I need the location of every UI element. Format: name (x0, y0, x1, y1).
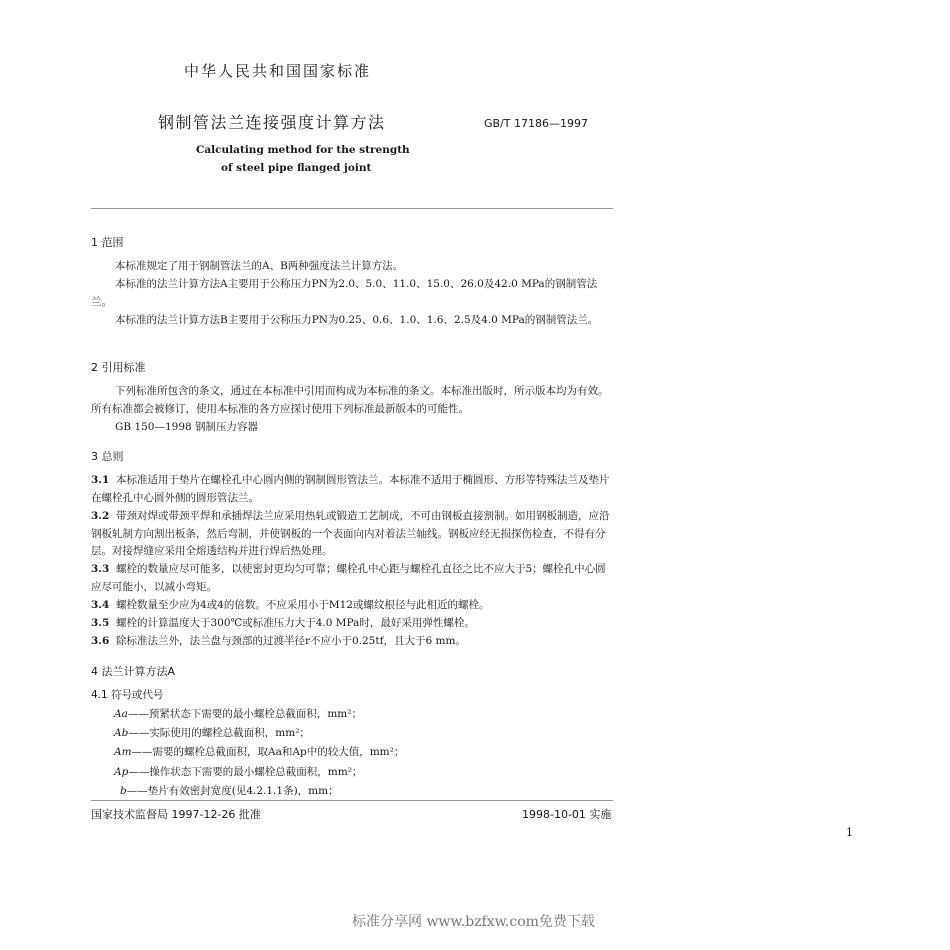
clause-3-6: 3.6 除标准法兰外，法兰盘与颈部的过渡半径r不应小于0.25tf，且大于6 mm。 (91, 635, 466, 647)
clause-number: 3.4 (91, 599, 110, 611)
symbol-entry: Aa——预紧状态下需要的最小螺栓总截面积，mm²； (114, 708, 362, 720)
page-number: 1 (846, 826, 853, 839)
symbol-entry: Am——需要的螺栓总截面积，取Aa和Ap中的较大值，mm²； (114, 746, 405, 758)
clause-3-2: 3.2 带颈对焊或带颈平焊和承插焊法兰应采用热轧或锻造工艺制成，不可由钢板直接割制。如用钢板制造，应沿钢板轧制方向割出板条，然后弯制，并使钢板的一个表面向内对着法兰轴线。钢板应经无损探伤检查，不得有分层。对接焊缝应采用全熔透结构并进行焊后热处理。 (91, 510, 610, 557)
symbol: Aa (114, 708, 128, 720)
symbol: b (120, 785, 127, 797)
symbol: Am (114, 746, 132, 758)
watermark: 标准分享网 www.bzfxw.com免费下载 (352, 914, 595, 930)
header-divider (91, 208, 613, 209)
clause-number: 3.1 (91, 474, 110, 486)
section-1-paragraph-3: 本标准的法兰计算方法B主要用于公称压力PN为0.25、0.6、1.0、1.6、2.5及4.0 MPa的钢制管法兰。 (115, 314, 599, 326)
clause-number: 3.3 (91, 563, 110, 575)
section-1-paragraph-1: 本标准规定了用于钢制管法兰的A、B两种强度法兰计算方法。 (115, 260, 404, 272)
symbol-entry: Ap——操作状态下需要的最小螺栓总截面积，mm²； (114, 766, 363, 778)
section-4-1-heading: 4.1 符号或代号 (91, 689, 164, 701)
clause-3-1: 3.1 本标准适用于垫片在螺栓孔中心圆内侧的钢制圆形管法兰。本标准不适用于椭圆形、方形等特殊法兰及垫片在螺栓孔中心圆外侧的圆形管法兰。 (91, 474, 610, 504)
section-2-heading: 2 引用标准 (91, 361, 146, 374)
clause-3-3: 3.3 螺栓的数量应尽可能多，以使密封更均匀可靠；螺栓孔中心距与螺栓孔直径之比不应大于5；螺栓孔中心圆应尽可能小，以减小弯矩。 (91, 563, 606, 593)
document-title: 钢制管法兰连接强度计算方法 (158, 113, 386, 132)
clause-number: 3.2 (91, 510, 110, 522)
section-2-reference: GB 150—1998 钢制压力容器 (115, 421, 259, 433)
english-title-line2: of steel pipe flanged joint (221, 162, 372, 174)
footer-divider (91, 800, 613, 801)
english-title-line1: Calculating method for the strength (196, 144, 410, 156)
section-4-heading: 4 法兰计算方法A (91, 665, 176, 678)
clause-number: 3.6 (91, 635, 110, 647)
symbol: Ap (114, 766, 129, 778)
section-3-heading: 3 总则 (91, 450, 124, 463)
implementation-date: 1998-10-01 实施 (522, 808, 612, 821)
symbol-entry: Ab——实际使用的螺栓总截面积，mm²； (114, 727, 310, 739)
section-1-paragraph-2: 本标准的法兰计算方法A主要用于公称压力PN为2.0、5.0、11.0、15.0、26.0及42.0 MPa的钢制管法兰。 (91, 278, 598, 308)
clause-number: 3.5 (91, 617, 110, 629)
national-standard-title: 中华人民共和国国家标准 (184, 62, 372, 80)
section-1-heading: 1 范围 (91, 236, 124, 249)
approval-date: 国家技术监督局 1997-12-26 批准 (91, 808, 261, 821)
standard-code: GB/T 17186—1997 (484, 117, 588, 130)
clause-3-5: 3.5 螺栓的计算温度大于300℃或标准压力大于4.0 MPa时，最好采用弹性螺栓。 (91, 617, 475, 629)
symbol: Ab (114, 727, 129, 739)
clause-3-4: 3.4 螺栓数量至少应为4或4的倍数。不应采用小于M12或螺纹根径与此相近的螺栓。 (91, 599, 490, 611)
symbol-entry: b——垫片有效密封宽度(见4.2.1.1条)，mm； (120, 785, 339, 797)
section-2-paragraph: 下列标准所包含的条文，通过在本标准中引用而构成为本标准的条文。本标准出版时，所示版本均为有效。所有标准都会被修订，使用本标准的各方应探讨使用下列标准最新版本的可能性。 (91, 385, 609, 415)
